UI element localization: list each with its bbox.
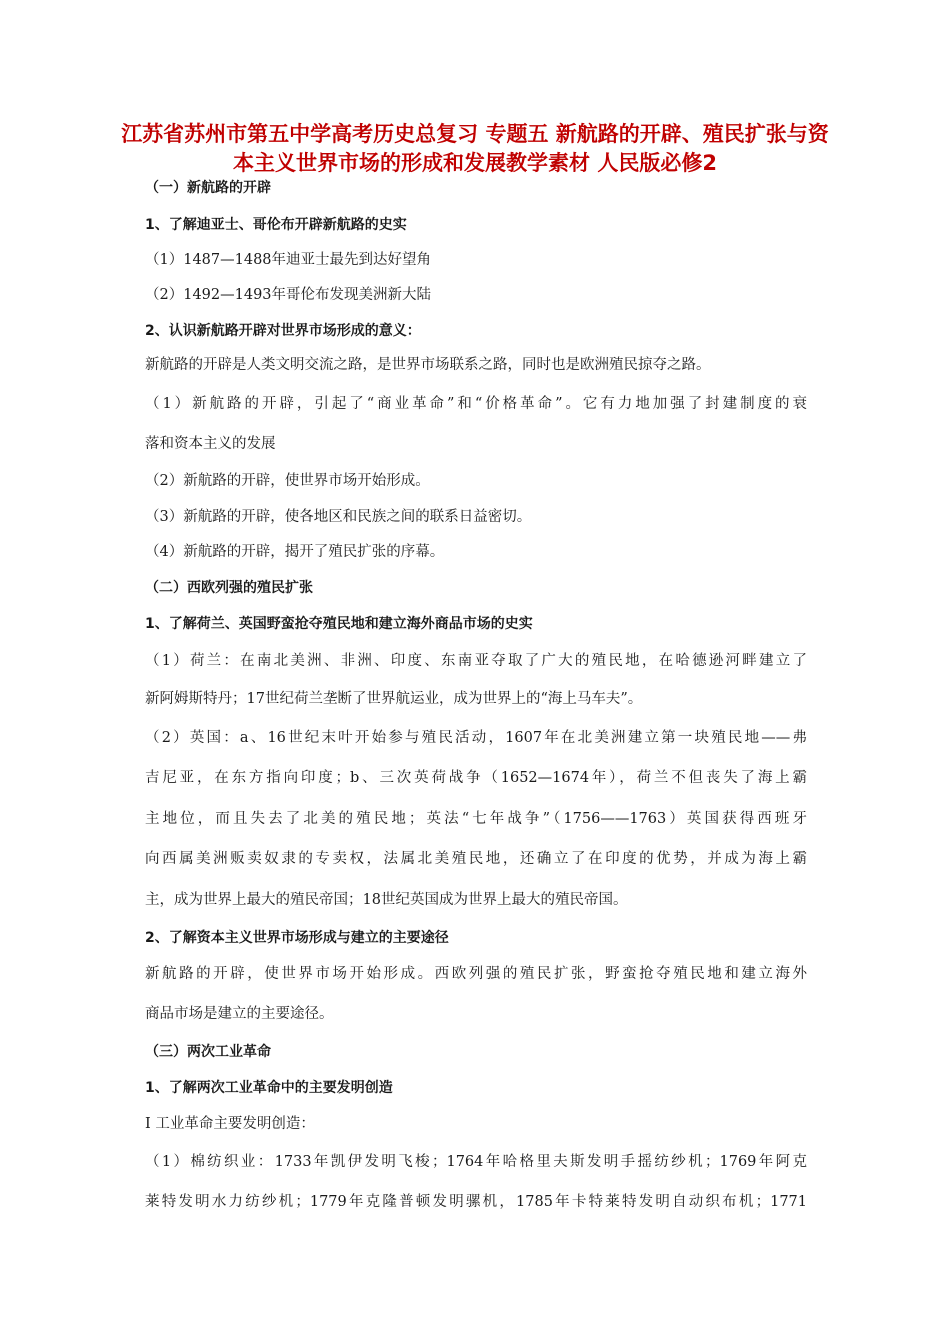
document-title: 江苏省苏州市第五中学高考历史总复习 专题五 新航路的开辟、殖民扩张与资本主义世界市场的形成和发展教学素材 人民版必修2: [121, 122, 829, 175]
paragraph-line: （1）1487—1488年迪亚士最先到达好望角: [145, 252, 432, 268]
paragraph-line: 主地位，而且失去了北美的殖民地；英法“七年战争”（1756——1763）英国获得西班牙: [145, 811, 807, 827]
section-heading: （三）两次工业革命: [145, 1044, 271, 1060]
paragraph-line: （2）新航路的开辟，使世界市场开始形成。: [145, 473, 430, 489]
paragraph-line: 落和资本主义的发展: [145, 436, 276, 452]
paragraph-line: （1）棉纺织业：1733年凯伊发明飞梭；1764年哈格里夫斯发明手摇纺纱机；1769年阿克: [145, 1154, 807, 1170]
paragraph-line: 新阿姆斯特丹；17世纪荷兰垄断了世界航运业，成为世界上的“海上马车夫”。: [145, 691, 643, 707]
paragraph-line: 新航路的开辟，使世界市场开始形成。西欧列强的殖民扩张，野蛮抢夺殖民地和建立海外: [145, 966, 807, 982]
paragraph-line: （2）英国：a、16世纪末叶开始参与殖民活动，1607年在北美洲建立第一块殖民地——弗: [145, 730, 807, 746]
paragraph-line: 莱特发明水力纺纱机；1779年克隆普顿发明骡机，1785年卡特莱特发明自动织布机；1771: [145, 1194, 807, 1210]
paragraph-line: 主，成为世界上最大的殖民帝国；18世纪英国成为世界上最大的殖民帝国。: [145, 892, 628, 908]
paragraph-line: （1）荷兰：在南北美洲、非洲、印度、东南亚夺取了广大的殖民地，在哈德逊河畔建立了: [145, 653, 807, 669]
subsection-heading: 1、了解两次工业革命中的主要发明创造: [145, 1080, 393, 1096]
subsection-heading: 1、了解迪亚士、哥伦布开辟新航路的史实: [145, 217, 407, 233]
paragraph-line: （4）新航路的开辟，揭开了殖民扩张的序幕。: [145, 544, 445, 560]
paragraph-line: Ⅰ 工业革命主要发明创造：: [145, 1116, 315, 1132]
subsection-heading: 2、认识新航路开辟对世界市场形成的意义：: [145, 323, 421, 339]
paragraph-line: 向西属美洲贩卖奴隶的专卖权，法属北美殖民地，还确立了在印度的优势，并成为海上霸: [145, 851, 807, 867]
paragraph-line: （2）1492—1493年哥伦布发现美洲新大陆: [145, 287, 432, 303]
paragraph-line: 商品市场是建立的主要途径。: [145, 1006, 334, 1022]
section-heading: （二）西欧列强的殖民扩张: [145, 580, 313, 596]
paragraph-line: 新航路的开辟是人类文明交流之路，是世界市场联系之路，同时也是欧洲殖民掠夺之路。: [145, 357, 711, 373]
paragraph-line: （1）新航路的开辟，引起了“商业革命”和“价格革命”。它有力地加强了封建制度的衰: [145, 396, 807, 412]
paragraph-line: （3）新航路的开辟，使各地区和民族之间的联系日益密切。: [145, 509, 532, 525]
section-heading: （一）新航路的开辟: [145, 180, 271, 196]
subsection-heading: 1、了解荷兰、英国野蛮抢夺殖民地和建立海外商品市场的史实: [145, 616, 533, 632]
paragraph-line: 吉尼亚，在东方指向印度；b、三次英荷战争（1652—1674年），荷兰不但丧失了海上霸: [145, 770, 807, 786]
subsection-heading: 2、了解资本主义世界市场形成与建立的主要途径: [145, 930, 449, 946]
